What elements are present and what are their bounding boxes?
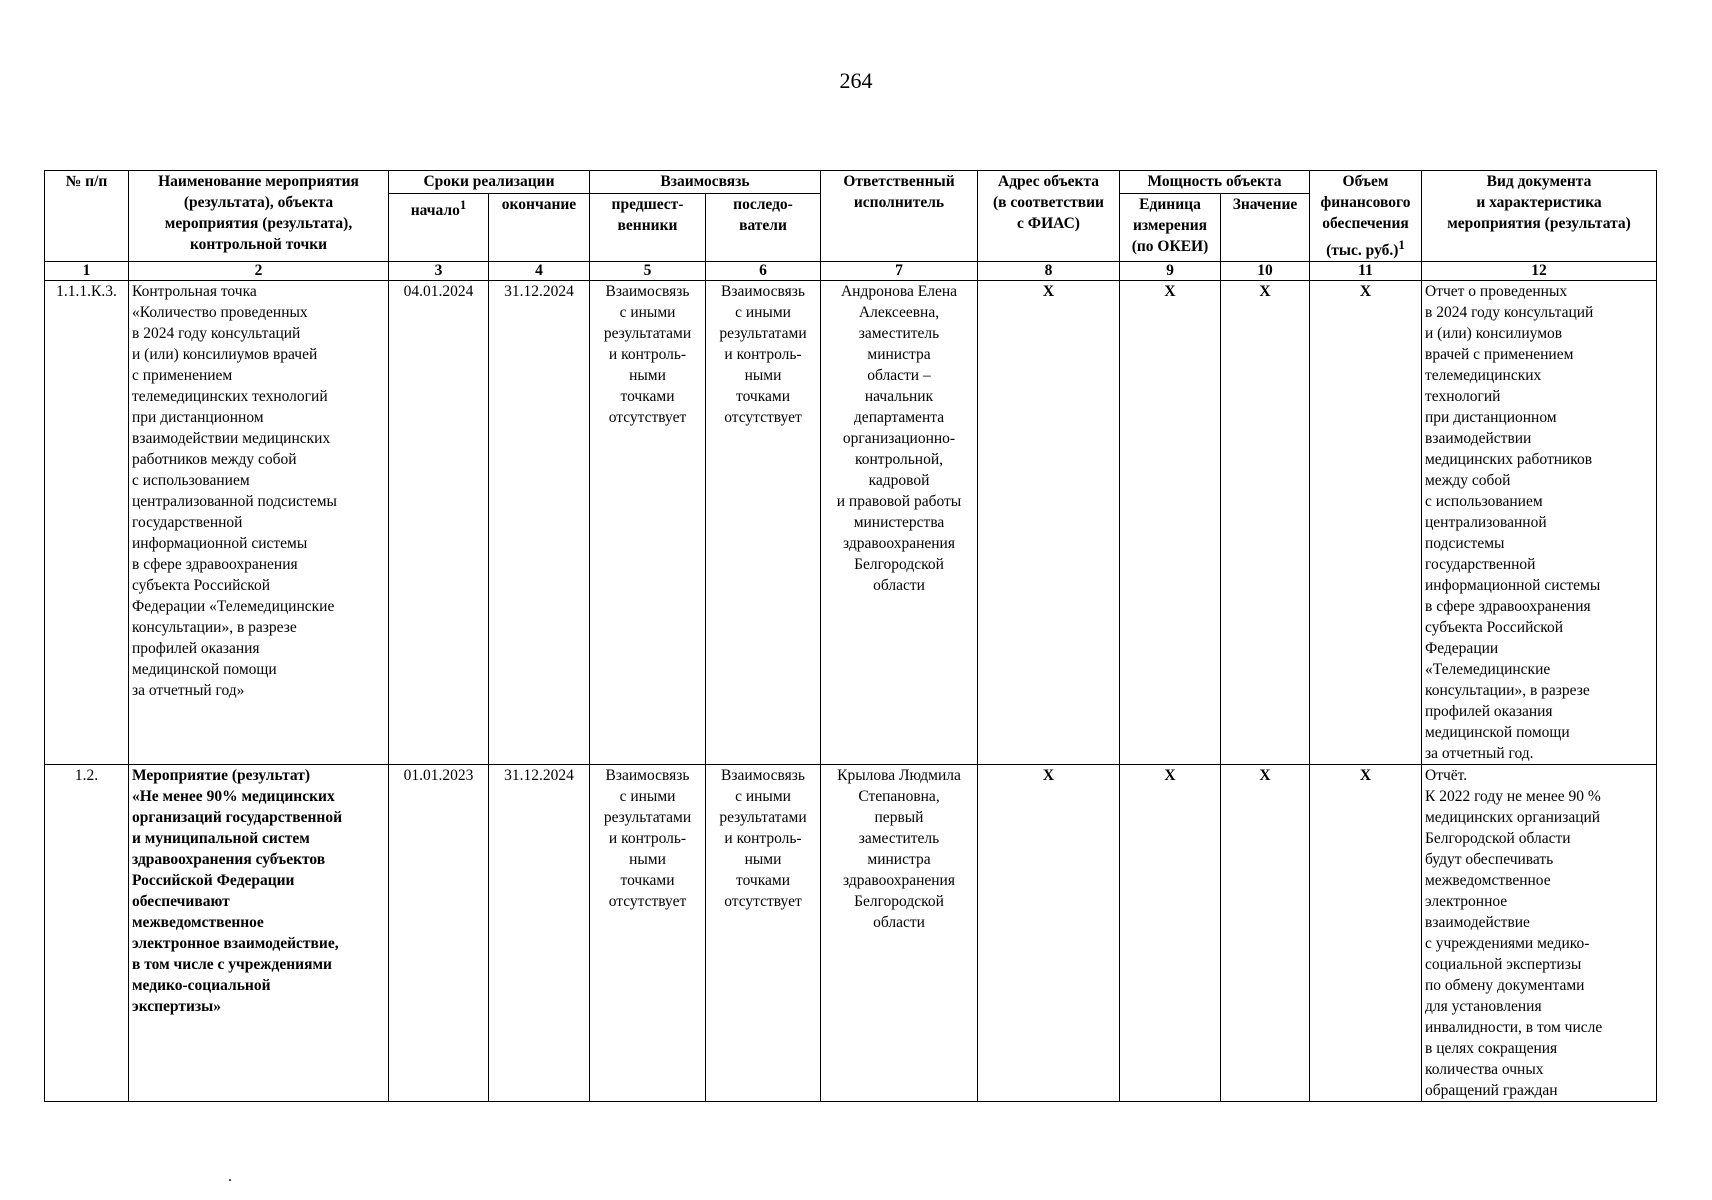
row-responsible: Андронова Елена Алексеевна, заместитель министра области – начальник департамента организационно- контрольной, кадровой и правовой работы министерства здравоохранения Белгородской области — [821, 281, 978, 765]
row-name: Мероприятие (результат) «Не менее 90% медицинских организаций государственной и муниципальной систем здравоохранения субъектов Российской Федерации обеспечивают межведомственное электронное взаимодействие, в том числе с учреждениями медико-социальной экспертизы» — [129, 765, 389, 1102]
row-end-date: 31.12.2024 — [489, 765, 590, 1102]
row-address: Х — [978, 765, 1120, 1102]
column-number: 10 — [1221, 262, 1310, 281]
row-financing: Х — [1310, 281, 1422, 765]
header-responsible: Ответственный исполнитель — [821, 171, 978, 262]
header-row-1 — [45, 171, 1657, 194]
header-end: окончание — [489, 194, 590, 262]
header-terms-group: Сроки реализации — [389, 171, 590, 194]
header-successors: последо- ватели — [706, 194, 821, 262]
column-number: 6 — [706, 262, 821, 281]
row-financing: Х — [1310, 765, 1422, 1102]
column-number: 11 — [1310, 262, 1422, 281]
row-successors: Взаимосвязь с иными результатами и контроль- ными точками отсутствует — [706, 765, 821, 1102]
header-financing-label: Объем финансового обеспечения (тыс. руб.) — [1320, 173, 1411, 260]
column-number: 7 — [821, 262, 978, 281]
row-name: Контрольная точка «Количество проведенных в 2024 году консультаций и (или) консилиумов врачей с применением телемедицинских технологий при дистанционном взаимодействии медицинских работников между собой с использованием централизованной подсистемы государственной информационной системы в сфере здравоохранения субъекта Российской Федерации «Телемедицинские консультации», в разрезе профилей оказания медицинской помощи за отчетный год» — [129, 281, 389, 765]
column-number: 2 — [129, 262, 389, 281]
row-start-date: 01.01.2023 — [389, 765, 489, 1102]
header-name: Наименование мероприятия (результата), объекта мероприятия (результата), контрольной точки — [129, 171, 389, 262]
header-unit: Единица измерения (по ОКЕИ) — [1120, 194, 1221, 262]
header-value: Значение — [1221, 194, 1310, 262]
header-start-label: начало — [410, 202, 460, 220]
header-document: Вид документа и характеристика мероприятия (результата) — [1422, 171, 1657, 262]
column-number: 12 — [1422, 262, 1657, 281]
row-number: 1.2. — [45, 765, 129, 1102]
row-predecessors: Взаимосвязь с иными результатами и контроль- ными точками отсутствует — [590, 281, 706, 765]
page-number: 264 — [839, 68, 873, 93]
header-power-group: Мощность объекта — [1120, 171, 1310, 194]
table-row — [45, 281, 1657, 765]
row-start-date: 04.01.2024 — [389, 281, 489, 765]
row-address: Х — [978, 281, 1120, 765]
column-number: 1 — [45, 262, 129, 281]
footer-mark: . — [228, 1168, 232, 1185]
header-start — [389, 194, 489, 262]
row-document: Отчёт. К 2022 году не менее 90 % медицинских организаций Белгородской области будут обеспечивать межведомственное электронное взаимодействие с учреждениями медико- социальной экспертизы по обмену документами для установления инвалидности, в том числе в целях сокращения количества очных обращений граждан — [1422, 765, 1657, 1102]
header-financing — [1310, 171, 1422, 262]
column-number: 3 — [389, 262, 489, 281]
row-responsible: Крылова Людмила Степановна, первый заместитель министра здравоохранения Белгородской области — [821, 765, 978, 1102]
row-unit: Х — [1120, 281, 1221, 765]
header-link-group: Взаимосвязь — [590, 171, 821, 194]
row-document: Отчет о проведенных в 2024 году консультаций и (или) консилиумов врачей с применением телемедицинских технологий при дистанционном взаимодействии медицинских работников между собой с использованием централизованной подсистемы государственной информационной системы в сфере здравоохранения субъекта Российской Федерации «Телемедицинские консультации», в разрезе профилей оказания медицинской помощи за отчетный год. — [1422, 281, 1657, 765]
row-unit: Х — [1120, 765, 1221, 1102]
header-start-footnote: 1 — [459, 197, 467, 213]
header-predecessors: предшест- венники — [590, 194, 706, 262]
row-end-date: 31.12.2024 — [489, 281, 590, 765]
column-number: 9 — [1120, 262, 1221, 281]
column-number-row — [45, 262, 1657, 281]
row-value: Х — [1221, 765, 1310, 1102]
row-predecessors: Взаимосвязь с иными результатами и контроль- ными точками отсутствует — [590, 765, 706, 1102]
table-row — [45, 765, 1657, 1102]
column-number: 5 — [590, 262, 706, 281]
plan-table — [44, 170, 1657, 1102]
header-num: № п/п — [45, 171, 129, 262]
row-number: 1.1.1.К.3. — [45, 281, 129, 765]
header-financing-footnote: 1 — [1398, 237, 1405, 252]
column-number: 8 — [978, 262, 1120, 281]
row-successors: Взаимосвязь с иными результатами и контроль- ными точками отсутствует — [706, 281, 821, 765]
header-address: Адрес объекта (в соответствии с ФИАС) — [978, 171, 1120, 262]
row-value: Х — [1221, 281, 1310, 765]
column-number: 4 — [489, 262, 590, 281]
